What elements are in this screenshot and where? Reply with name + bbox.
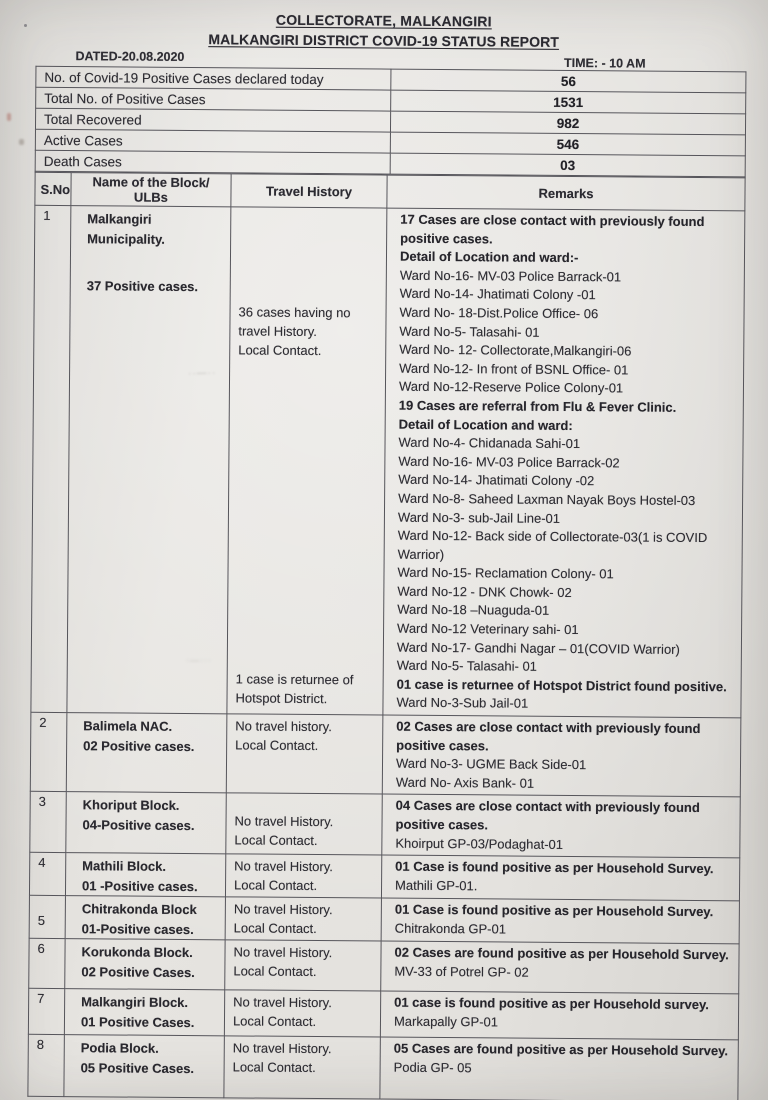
- text-line: Local Contact.: [234, 832, 318, 849]
- text-line: No travel History.: [234, 813, 334, 830]
- travel-note: [235, 716, 376, 755]
- text-line: Detail of Location and ward:-: [399, 248, 579, 266]
- summary-value: 546: [390, 132, 745, 156]
- text-line: Ward No-17- Gandhi Nagar – 01(COVID Warrior): [396, 639, 680, 657]
- text-line: 02 Cases are found positive as per Household Survey.: [394, 944, 729, 963]
- table-row: [30, 712, 741, 797]
- summary-label: Total No. of Positive Cases: [36, 87, 391, 111]
- sno-cell: [29, 895, 65, 938]
- travel-note: 1 case is returnee of Hotspot District.: [235, 671, 354, 707]
- text-line: Detail of Location and ward:: [398, 416, 573, 433]
- table-row: [29, 938, 739, 994]
- sno-value: 6: [37, 941, 45, 957]
- travel-note: [233, 1039, 374, 1078]
- travel-note: [234, 812, 375, 851]
- block-name-cell: [65, 896, 225, 940]
- text-line: Markapally GP-01: [393, 1013, 499, 1030]
- block-name-line: 01-Positive cases.: [81, 920, 194, 937]
- travel-history-cell: [226, 793, 382, 855]
- summary-value: 56: [391, 69, 746, 93]
- text-line: Ward No-8- Saheed Laxman Nayak Boys Hostel-03: [398, 490, 696, 508]
- sno-value: 2: [39, 714, 47, 730]
- text-line: Ward No-14- Jhatimati Colony -02: [398, 471, 595, 489]
- text-line: 17 Cases are close contact with previously found positive cases.: [400, 211, 705, 246]
- sno-value: 8: [36, 1037, 45, 1053]
- scan-bleedthrough: ··—··: [187, 367, 217, 380]
- travel-history-cell: [226, 714, 383, 795]
- text-line: Ward No-12 - DNK Chowk- 02: [397, 583, 572, 600]
- travel-note: [238, 302, 379, 360]
- block-name-cell: [67, 206, 231, 714]
- text-line: Ward No-12-Reserve Police Colony-01: [398, 379, 624, 396]
- block-name-line: Malkangiri Municipality.: [87, 211, 165, 247]
- text-line: No travel History.: [233, 901, 333, 918]
- travel-history-cell: [224, 990, 380, 1037]
- time-label: TIME: - 10 AM: [563, 55, 646, 71]
- summary-label: Active Cases: [35, 129, 390, 153]
- table-row: [29, 852, 739, 901]
- text-line: Podia GP- 05: [393, 1059, 472, 1076]
- dated-label: DATED-20.08.2020: [75, 49, 185, 64]
- text-line: Ward No-5- Talasahi- 01: [399, 323, 540, 340]
- sno-cell: [29, 852, 65, 895]
- table-row: [31, 205, 745, 718]
- travel-history-cell: [225, 940, 381, 991]
- block-name-line: 01 Positive Cases.: [80, 1013, 195, 1030]
- remarks-cell: [382, 715, 741, 797]
- text-line: 01 case is returnee of Hotspot District found positive.: [396, 676, 727, 695]
- text-line: Local Contact.: [233, 877, 318, 894]
- text-line: 01 Case is found positive as per Household Survey.: [394, 901, 714, 920]
- sno-cell: [28, 1034, 64, 1096]
- text-line: 19 Cases are referral from Flu & Fever Clinic.: [398, 397, 677, 415]
- sno-cell: [28, 988, 64, 1034]
- sno-value: 3: [38, 794, 46, 810]
- text-line: 02 Cases are close contact with previously found positive cases.: [396, 718, 701, 754]
- text-line: Local Contact.: [232, 1059, 316, 1076]
- block-name-line: Khoriput Block.: [82, 797, 180, 814]
- block-name-cell: [64, 1035, 224, 1098]
- text-line: Ward No-16- MV-03 Police Barrack-02: [398, 453, 620, 471]
- block-name-line: Chitrakonda Block: [81, 901, 197, 918]
- remarks-cell: [383, 208, 745, 718]
- scan-bleedthrough: ·—···: [186, 655, 212, 665]
- travel-history-cell: [224, 1036, 380, 1099]
- table-row: [28, 988, 738, 1040]
- text-line: Local Contact.: [238, 342, 322, 359]
- text-line: Ward No- 18-Dist.Police Office- 06: [399, 304, 599, 322]
- sno-value: 5: [37, 913, 46, 929]
- remarks-cell: [380, 991, 738, 1040]
- table-header-row: [35, 172, 745, 211]
- text-line: Local Contact.: [233, 963, 317, 980]
- text-line: Ward No-4- Chidanada Sahi-01: [398, 434, 581, 452]
- text-line: No travel History.: [232, 1040, 332, 1057]
- text-line: No travel History.: [233, 994, 332, 1011]
- summary-table: [35, 66, 747, 178]
- travel-note: [233, 943, 374, 982]
- col-header-name: Name of the Block/ ULBs: [71, 173, 231, 207]
- travel-note: [234, 857, 375, 896]
- col-header-sno: S.No: [35, 172, 71, 205]
- summary-label: No. of Covid-19 Positive Cases declared today: [36, 66, 391, 90]
- text-line: Ward No-16- MV-03 Police Barrack-01: [399, 267, 622, 285]
- remarks-cell: [381, 898, 739, 944]
- text-line: Ward No-3- sub-Jail Line-01: [397, 509, 561, 526]
- remarks-cell: [380, 1037, 738, 1100]
- text-line: Ward No- 12- Collectorate,Malkangiri-06: [399, 341, 632, 359]
- col-header-remarks: Remarks: [387, 175, 745, 211]
- text-line: MV-33 of Potrel GP- 02: [394, 963, 529, 980]
- sno-value: 7: [37, 991, 45, 1007]
- block-name-line: 02 Positive cases.: [83, 737, 195, 754]
- summary-value: 1531: [391, 90, 746, 114]
- text-line: Ward No-15- Reclamation Colony- 01: [397, 564, 614, 582]
- text-line: 05 Cases are found positive as per Household Survey.: [393, 1040, 729, 1059]
- text-line: Local Contact.: [233, 920, 317, 937]
- text-line: 36 cases having no travel History.: [238, 304, 351, 340]
- text-line: Ward No-18 –Nuaguda-01: [397, 602, 550, 619]
- sno-cell: [30, 712, 67, 792]
- block-name-cell: [65, 939, 225, 990]
- block-name-line: 04-Positive cases.: [82, 817, 195, 833]
- text-line: 04 Cases are close contact with previously found positive cases.: [395, 798, 700, 833]
- travel-history-cell: [227, 207, 387, 715]
- text-line: Mathili GP-01.: [395, 877, 478, 894]
- summary-label: Total Recovered: [35, 108, 390, 132]
- summary-value: 982: [390, 111, 745, 135]
- block-name-cell: [66, 713, 227, 794]
- table-row: [30, 792, 740, 858]
- text-line: Ward No-14- Jhatimati Colony -01: [399, 286, 596, 303]
- block-name-line: 01 -Positive cases.: [81, 877, 198, 894]
- block-name-line: 37 Positive cases.: [86, 278, 199, 295]
- remarks-cell: [381, 941, 739, 994]
- text-line: 01 case is found positive as per Household survey.: [394, 994, 709, 1013]
- text-line: No travel History.: [233, 944, 333, 961]
- table-row: [28, 1034, 738, 1100]
- text-line: Ward No- Axis Bank- 01: [395, 774, 535, 791]
- text-line: Local Contact.: [232, 1013, 317, 1030]
- text-line: Ward No-3- UGME Back Side-01: [395, 755, 587, 773]
- text-line: No travel History.: [234, 858, 333, 875]
- text-line: Ward No-3-Sub Jail-01: [396, 695, 529, 712]
- summary-value: 03: [390, 153, 745, 177]
- text-line: Khoirput GP-03/Podaghat-01: [395, 835, 564, 852]
- block-name-line: Korukonda Block.: [81, 944, 193, 961]
- block-name-cell: [65, 853, 225, 897]
- text-line: 01 Case is found positive as per Household Survey.: [395, 858, 714, 877]
- block-name-cell: [64, 989, 224, 1036]
- org-title: COLLECTORATE, MALKANGIRI: [275, 11, 492, 30]
- table-row: [29, 895, 739, 944]
- block-name-cell: [66, 792, 226, 854]
- summary-label: Death Cases: [35, 150, 390, 174]
- text-line: Ward No-12- Back side of Collectorate-03(1 is COVID Warrior): [397, 527, 708, 562]
- block-name-line: Balimela NAC.: [83, 718, 173, 734]
- sno-value: 1: [43, 207, 51, 223]
- remarks-cell: [381, 855, 739, 901]
- block-name-line: Podia Block.: [80, 1040, 159, 1056]
- text-line: No travel history.: [235, 718, 332, 735]
- block-name-line: 02 Positive Cases.: [81, 963, 195, 980]
- travel-note: [234, 900, 375, 939]
- block-name-line: Malkangiri Block.: [81, 994, 189, 1011]
- sno-cell: [29, 938, 65, 988]
- sno-value: 4: [38, 855, 46, 871]
- remarks-cell: [382, 794, 740, 858]
- text-line: Ward No-12- In front of BSNL Office- 01: [399, 360, 629, 378]
- text-line: Local Contact.: [235, 737, 319, 754]
- travel-note: [233, 993, 374, 1032]
- block-name-line: 05 Positive Cases.: [80, 1059, 195, 1076]
- sno-cell: [30, 792, 66, 853]
- report-title: MALKANGIRI DISTRICT COVID-19 STATUS REPORT: [208, 31, 560, 50]
- text-line: Ward No-5- Talasahi- 01: [396, 657, 538, 675]
- sno-cell: [31, 205, 71, 712]
- travel-history-cell: [225, 897, 381, 941]
- travel-history-cell: [225, 854, 381, 898]
- col-header-travel: Travel History: [231, 174, 387, 208]
- block-status-table: [27, 172, 745, 1100]
- text-line: Chitrakonda GP-01: [394, 920, 507, 937]
- text-line: Ward No-12 Veterinary sahi- 01: [397, 620, 579, 638]
- block-name-line: Mathili Block.: [82, 858, 167, 875]
